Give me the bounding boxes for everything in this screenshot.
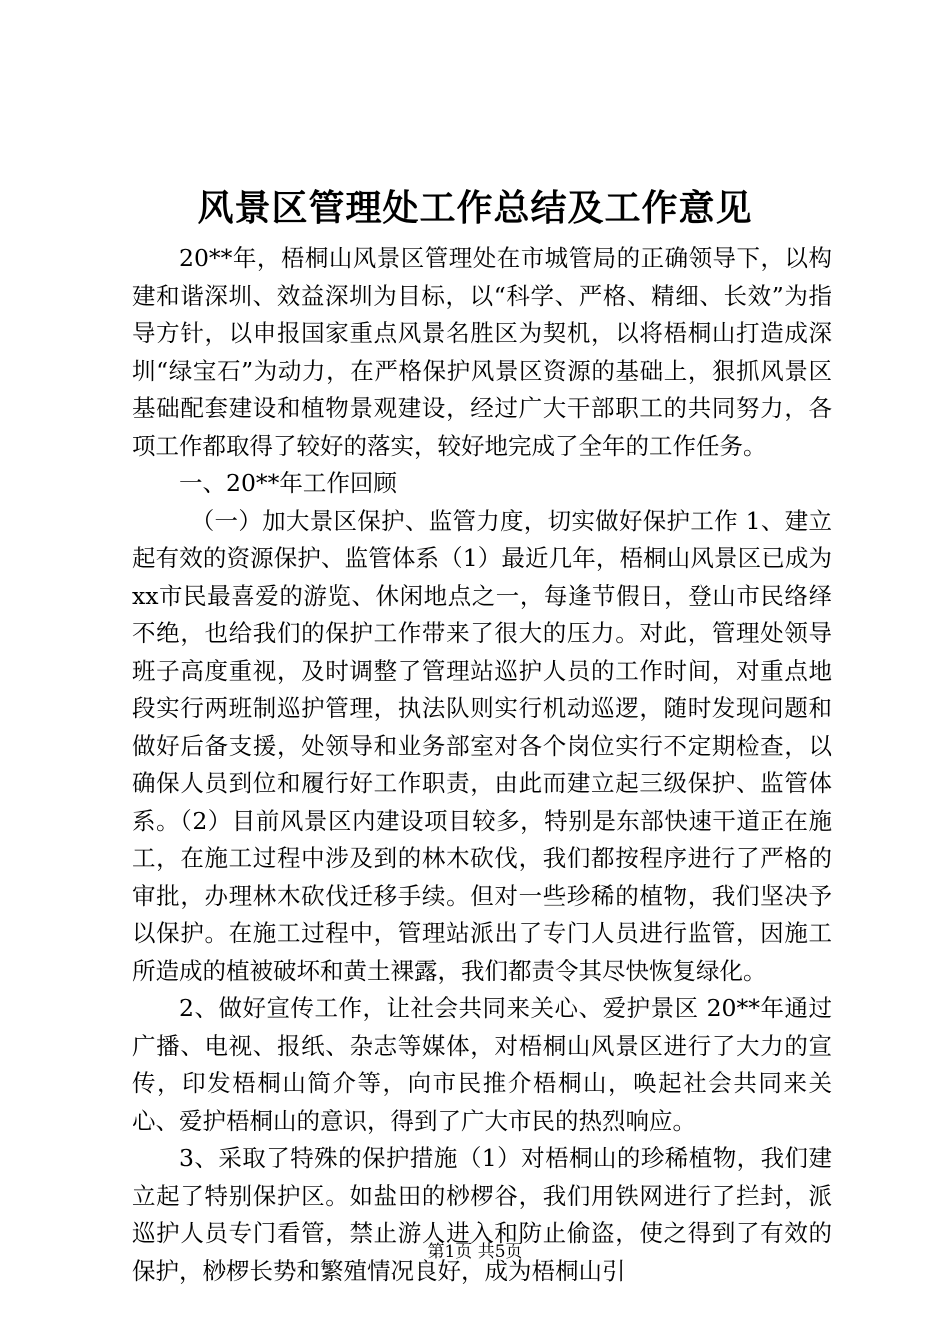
paragraph-intro: 20**年，梧桐山风景区管理处在市城管局的正确领导下，以构建和谐深圳、效益深圳为目标，以“科学、严格、精细、长效”为指导方针，以申报国家重点风景名胜区为契机，以将梧桐山打造成深圳“绿宝石”为动力，在严格保护风景区资源的基础上，狠抓风景区基础配套建设和植物景观建设，经过广大干部职工的共同努力，各项工作都取得了较好的落实，较好地完成了全年的工作任务。 [132,244,832,460]
paragraph-special-measures: 3、采取了特殊的保护措施（1）对梧桐山的珍稀植物，我们建立起了特别保护区。如盐田的桫椤谷，我们用铁网进行了拦封，派巡护人员专门看管，禁止游人进入和防止偷盗，使之得到了有效的保护，桫椤长势和繁殖情况良好，成为梧桐山引 [132,1144,832,1285]
document-body [132,240,832,1290]
section-heading: 一、20**年工作回顾 [179,469,397,497]
document-title: 风景区管理处工作总结及工作意见 [197,187,753,229]
paragraph-publicity: 2、做好宣传工作，让社会共同来关心、爱护景区 20**年通过广播、电视、报纸、杂志等媒体，对梧桐山风景区进行了大力的宣传，印发梧桐山简介等，向市民推介梧桐山，唤起社会共同来关心、爱护梧桐山的意识，得到了广大市民的热烈响应。 [132,994,832,1135]
page-number-footer: 第1页 共5页 [427,1242,523,1262]
paragraph-protection: （一）加大景区保护、监管力度，切实做好保护工作 1、建立起有效的资源保护、监管体系（1）最近几年，梧桐山风景区已成为xx市民最喜爱的游览、休闲地点之一，每逢节假日，登山市民络绎不绝，也给我们的保护工作带来了很大的压力。对此，管理处领导班子高度重视，及时调整了管理站巡护人员的工作时间，对重点地段实行两班制巡护管理，执法队则实行机动巡逻，随时发现问题和做好后备支援，处领导和业务部室对各个岗位实行不定期检查，以确保人员到位和履行好工作职责，由此而建立起三级保护、监管体系。（2）目前风景区内建设项目较多，特别是东部快速干道正在施工，在施工过程中涉及到的林木砍伐，我们都按程序进行了严格的审批，办理林木砍伐迁移手续。但对一些珍稀的植物，我们坚决予以保护。在施工过程中，管理站派出了专门人员进行监管，因施工所造成的植被破坏和黄土裸露，我们都责令其尽快恢复绿化。 [132,506,832,985]
